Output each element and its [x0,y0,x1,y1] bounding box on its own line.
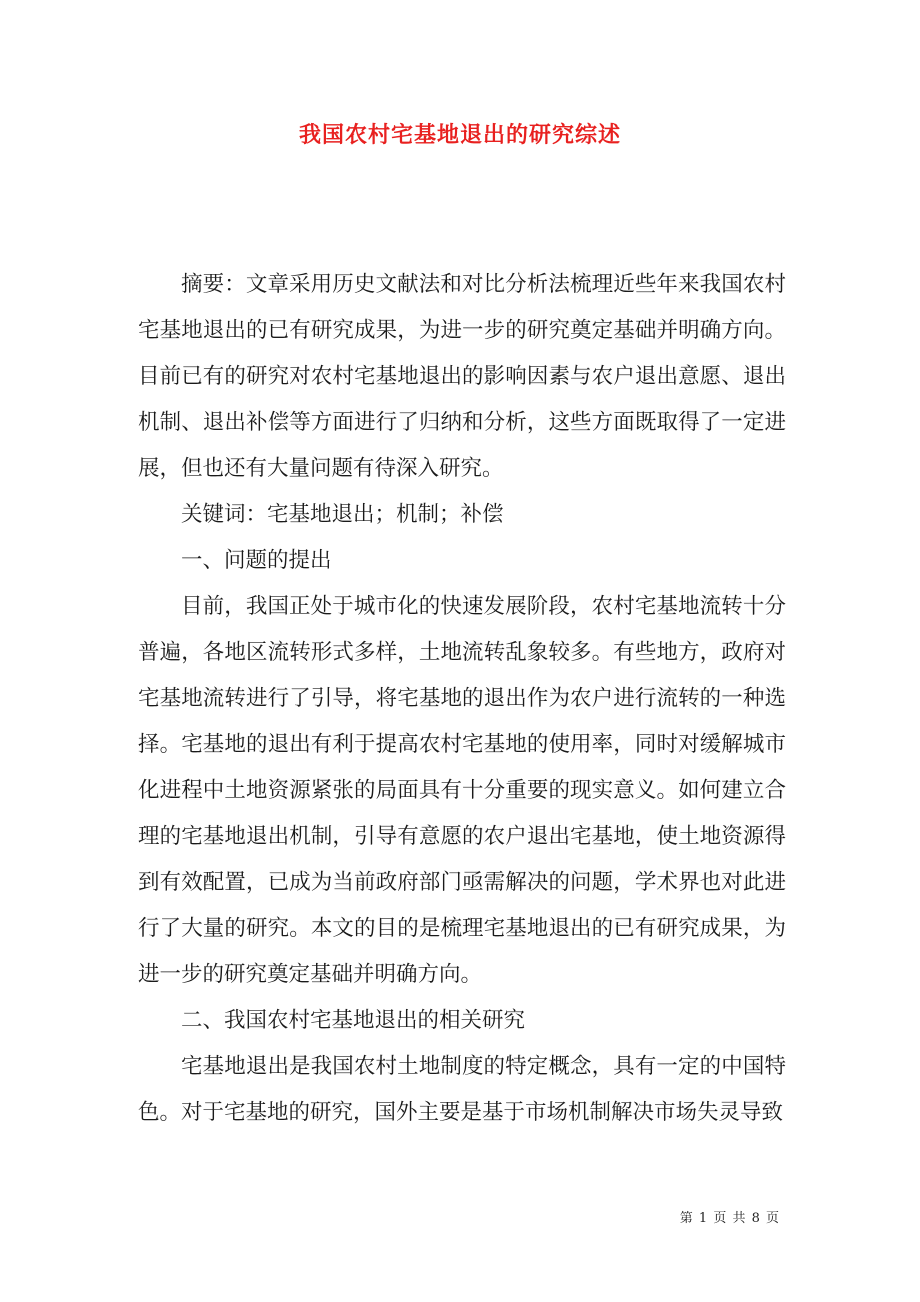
keywords-paragraph: 关键词：宅基地退出；机制；补偿 [181,502,504,527]
document-body [138,262,786,1136]
page-number: 第 1 页 共 8 页 [679,1211,780,1226]
body-paragraph: 宅基地退出是我国农村土地制度的特定概念，具有一定的中国特色。对于宅基地的研究，国外主要是基于市场机制解决市场失灵导致 [138,1054,786,1125]
section-heading-2: 二、我国农村宅基地退出的相关研究 [181,1008,526,1033]
section-heading-1: 一、问题的提出 [181,548,332,573]
abstract-paragraph: 摘要：文章采用历史文献法和对比分析法梳理近些年来我国农村宅基地退出的已有研究成果，为进一步的研究奠定基础并明确方向。目前已有的研究对农村宅基地退出的影响因素与农户退出意愿、退出机制、退出补偿等方面进行了归纳和分析，这些方面既取得了一定进展，但也还有大量问题有待深入研究。 [138,272,786,481]
body-paragraph: 目前，我国正处于城市化的快速发展阶段，农村宅基地流转十分普遍，各地区流转形式多样，土地流转乱象较多。有些地方，政府对宅基地流转进行了引导，将宅基地的退出作为农户进行流转的一种选择。宅基地的退出有利于提高农村宅基地的使用率，同时对缓解城市化进程中土地资源紧张的局面具有十分重要的现实意义。如何建立合理的宅基地退出机制，引导有意愿的农户退出宅基地，使土地资源得到有效配置，已成为当前政府部门亟需解决的问题，学术界也对此进行了大量的研究。本文的目的是梳理宅基地退出的已有研究成果，为进一步的研究奠定基础并明确方向。 [138,594,786,987]
document-title: 我国农村宅基地退出的研究综述 [298,122,621,148]
